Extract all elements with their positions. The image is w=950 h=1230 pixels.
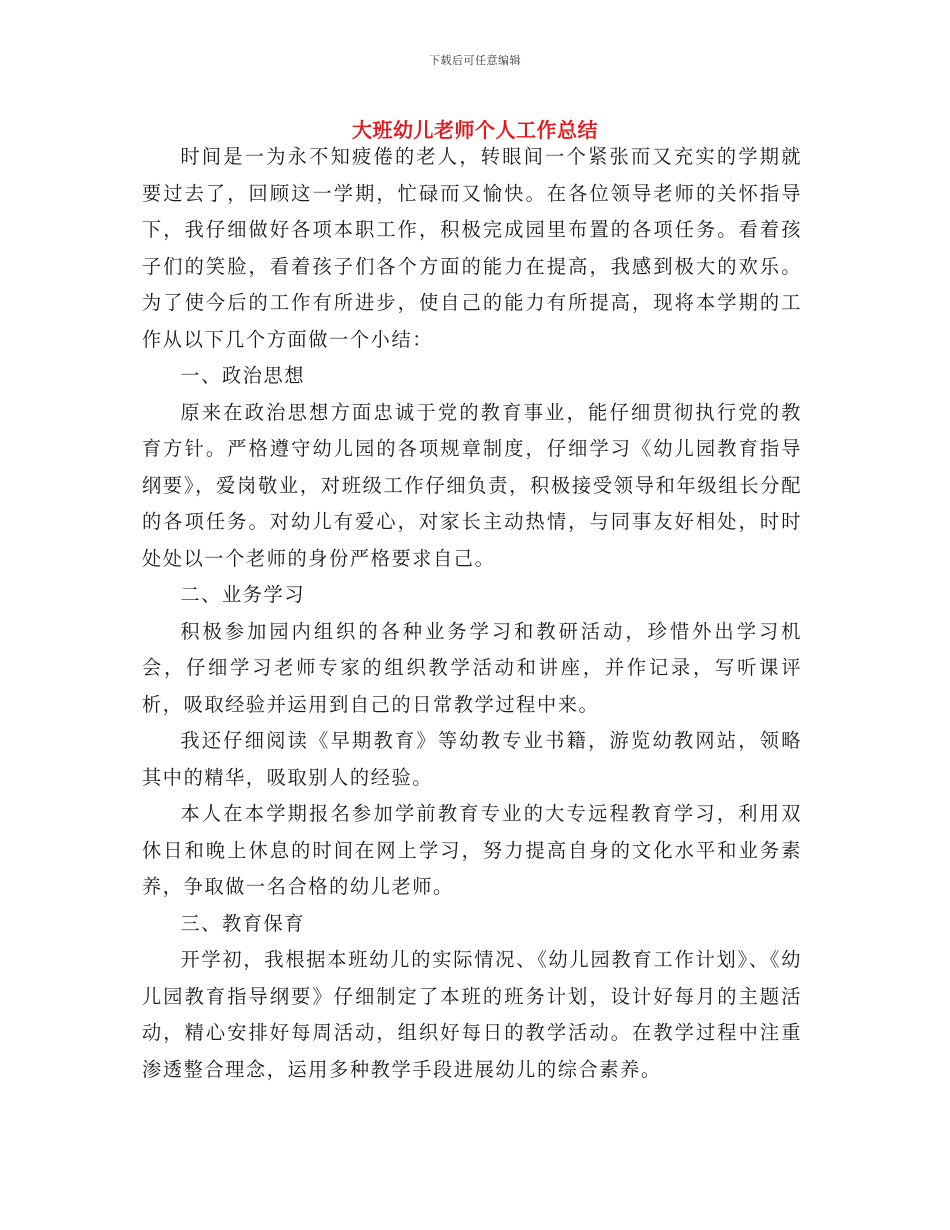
paragraph-study-2: 我还仔细阅读《早期教育》等幼教专业书籍，游览幼教网站，领略其中的精华，吸取别人的经验。 — [142, 729, 802, 789]
paragraph-politics: 原来在政治思想方面忠诚于党的教育事业，能仔细贯彻执行党的教育方针。严格遵守幼儿园的各项规章制度，仔细学习《幼儿园教育指导纲要》，爱岗敬业，对班级工作仔细负责，积极接受领导和年级组长分配的各项任务。对幼儿有爱心，对家长主动热情，与同事友好相处，时时处处以一个老师的身份严格要求自己。 — [142, 400, 802, 570]
paragraph-study-1: 积极参加园内组织的各种业务学习和教研活动，珍惜外出学习机会，仔细学习老师专家的组织教学活动和讲座，并作记录，写听课评析，吸取经验并运用到自己的日常教学过程中来。 — [142, 619, 802, 716]
section-heading-politics: 一、政治思想 — [180, 364, 306, 387]
paragraph-intro: 时间是一为永不知疲倦的老人，转眼间一个紧张而又充实的学期就要过去了，回顾这一学期，忙碌而又愉快。在各位领导老师的关怀指导下，我仔细做好各项本职工作，积极完成园里布置的各项任务。看着孩子们的笑脸，看着孩子们各个方面的能力在提高，我感到极大的欢乐。为了使今后的工作有所进步，使自己的能力有所提高，现将本学期的工作从以下几个方面做一个小结： — [142, 145, 802, 351]
document-title: 大班幼儿老师个人工作总结 — [352, 118, 598, 142]
section-heading-education: 三、教育保育 — [180, 911, 306, 935]
paragraph-education: 开学初，我根据本班幼儿的实际情况、《幼儿园教育工作计划》、《幼儿园教育指导纲要》仔细制定了本班的班务计划，设计好每月的主题活动，精心安排好每周活动，组织好每日的教学活动。在教学过程中注重渗透整合理念，运用多种教学手段进展幼儿的综合素养。 — [142, 948, 802, 1081]
document-body — [142, 139, 802, 1088]
paragraph-study-3: 本人在本学期报名参加学前教育专业的大专远程教育学习，利用双休日和晚上休息的时间在网上学习，努力提高自身的文化水平和业务素养，争取做一名合格的幼儿老师。 — [142, 802, 802, 898]
header-note: 下载后可任意编辑 — [429, 54, 521, 67]
section-heading-study: 二、业务学习 — [180, 583, 306, 606]
